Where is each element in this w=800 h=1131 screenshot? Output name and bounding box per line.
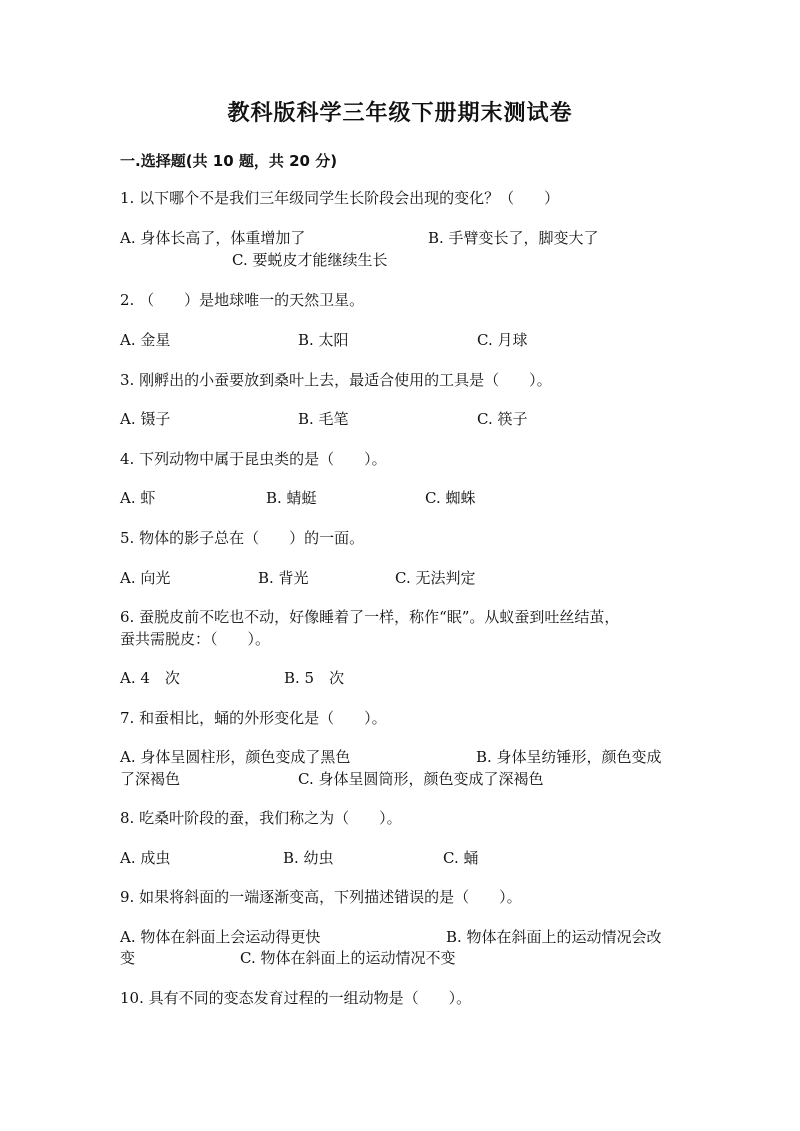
q2-option-c: C. 月球	[477, 331, 528, 349]
section-heading: 一.选择题(共 10 题，共 20 分)	[120, 152, 338, 170]
q7-option-b-continued: 了深褐色	[120, 770, 181, 788]
q5-option-a: A. 向光	[120, 569, 171, 587]
question-3-stem: 3. 刚孵出的小蚕要放到桑叶上去，最适合使用的工具是（ ）。	[120, 371, 552, 389]
question-8-stem: 8. 吃桑叶阶段的蚕，我们称之为（ ）。	[120, 809, 402, 827]
q8-option-b: B. 幼虫	[283, 849, 334, 867]
q6-option-b: B. 5 次	[284, 669, 345, 687]
q4-option-b: B. 蜻蜓	[266, 489, 317, 507]
q3-option-a: A. 镊子	[120, 410, 171, 428]
q8-option-c: C. 蛹	[443, 849, 479, 867]
q1-option-a: A. 身体长高了，体重增加了	[120, 229, 306, 247]
q7-option-c: C. 身体呈圆筒形，颜色变成了深褐色	[298, 770, 544, 788]
question-2-stem: 2. （ ）是地球唯一的天然卫星。	[120, 291, 365, 309]
question-10-stem: 10. 具有不同的变态发育过程的一组动物是（ ）。	[120, 989, 472, 1007]
q7-option-b: B. 身体呈纺锤形，颜色变成	[476, 748, 662, 766]
q6-option-a: A. 4 次	[120, 669, 180, 687]
question-6-stem-line-2: 蚕共需脱皮：（ ）。	[120, 630, 271, 648]
question-6-stem-line-1: 6. 蚕脱皮前不吃也不动，好像睡着了一样，称作“眠”。从蚁蚕到吐丝结茧，	[120, 608, 620, 626]
q9-option-c: C. 物体在斜面上的运动情况不变	[240, 949, 456, 967]
question-1-stem: 1. 以下哪个不是我们三年级同学生长阶段会出现的变化？（ ）	[120, 189, 560, 207]
q4-option-c: C. 蜘蛛	[425, 489, 476, 507]
q5-option-b: B. 背光	[258, 569, 309, 587]
question-4-stem: 4. 下列动物中属于昆虫类的是（ ）。	[120, 450, 387, 468]
question-7-stem: 7. 和蚕相比，蛹的外形变化是（ ）。	[120, 709, 387, 727]
q9-option-b-continued: 变	[120, 949, 136, 967]
q7-option-a: A. 身体呈圆柱形，颜色变成了黑色	[120, 748, 351, 766]
q2-option-b: B. 太阳	[298, 331, 349, 349]
q9-option-a: A. 物体在斜面上会运动得更快	[120, 928, 321, 946]
q5-option-c: C. 无法判定	[395, 569, 476, 587]
q4-option-a: A. 虾	[120, 489, 156, 507]
q1-option-c: C. 要蜕皮才能继续生长	[232, 251, 388, 269]
q3-option-b: B. 毛笔	[298, 410, 349, 428]
question-9-stem: 9. 如果将斜面的一端逐渐变高，下列描述错误的是（ ）。	[120, 888, 522, 906]
q2-option-a: A. 金星	[120, 331, 171, 349]
q9-option-b: B. 物体在斜面上的运动情况会改	[446, 928, 662, 946]
q3-option-c: C. 筷子	[477, 410, 528, 428]
question-5-stem: 5. 物体的影子总在（ ）的一面。	[120, 529, 365, 547]
q1-option-b: B. 手臂变长了，脚变大了	[428, 229, 599, 247]
page-title: 教科版科学三年级下册期末测试卷	[227, 101, 573, 126]
q8-option-a: A. 成虫	[120, 849, 171, 867]
